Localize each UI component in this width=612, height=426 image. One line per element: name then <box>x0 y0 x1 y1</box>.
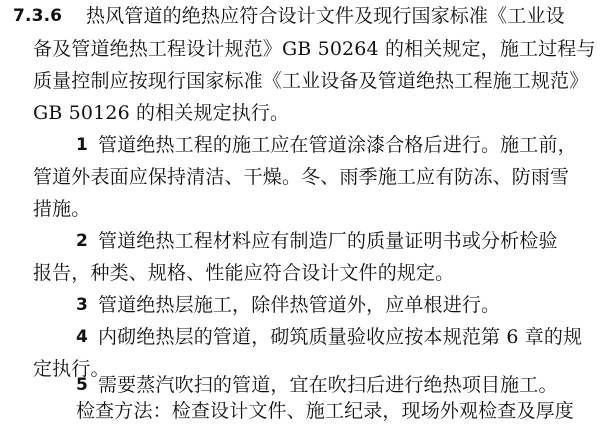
section-text-line-1: 热风管道的绝热应符合设计文件及现行国家标准《工业设 <box>86 5 565 27</box>
section-text-line-4: GB 50126 的相关规定执行。 <box>33 102 290 124</box>
section-line-2 <box>0 36 612 62</box>
item-1-line-1 <box>0 132 612 158</box>
item-2-line-1 <box>0 228 612 254</box>
item-number: 4 <box>76 327 88 347</box>
item-text: 内砌绝热层的管道，砌筑质量验收应按本规范第 6 章的规 <box>98 326 583 348</box>
item-text: 报告，种类、规格、性能应符合设计文件的规定。 <box>33 262 455 284</box>
item-3-line-1 <box>0 292 612 318</box>
item-text: 管道绝热工程的施工应在管道涂漆合格后进行。施工前， <box>98 134 577 156</box>
section-line-1 <box>0 3 612 29</box>
item-text: 定执行。 <box>33 358 110 380</box>
item-text: 管道绝热层施工，除伴热管道外，应单根进行。 <box>98 294 501 316</box>
inspection-text: 检查方法：检查设计文件、施工纪录，现场外观检查及厚度 <box>76 400 574 422</box>
item-number: 5 <box>76 375 88 395</box>
section-text-line-3: 质量控制应按现行国家标准《工业设备及管道绝热工程施工规范》 <box>33 70 589 92</box>
item-number: 1 <box>76 135 88 155</box>
item-text: 需要蒸汽吹扫的管道，宜在吹扫后进行绝热项目施工。 <box>98 374 558 396</box>
item-text: 措施。 <box>33 198 91 220</box>
section-line-4 <box>0 100 612 126</box>
item-text: 管道外表面应保持清洁、干燥。冬、雨季施工应有防冻、防雨雪 <box>33 166 570 188</box>
section-number: 7.3.6 <box>13 6 63 26</box>
item-2-line-2 <box>0 260 612 286</box>
item-5-line-1 <box>0 372 612 398</box>
item-1-line-2 <box>0 164 612 190</box>
item-1-line-3 <box>0 196 612 222</box>
section-text-line-2: 备及管道绝热工程设计规范》GB 50264 的相关规定，施工过程与 <box>33 38 596 60</box>
section-line-3 <box>0 68 612 94</box>
item-4-line-1 <box>0 324 612 350</box>
item-number: 3 <box>76 295 88 315</box>
inspection-line <box>0 398 612 424</box>
item-text: 管道绝热工程材料应有制造厂的质量证明书或分析检验 <box>98 230 558 252</box>
item-number: 2 <box>76 231 88 251</box>
